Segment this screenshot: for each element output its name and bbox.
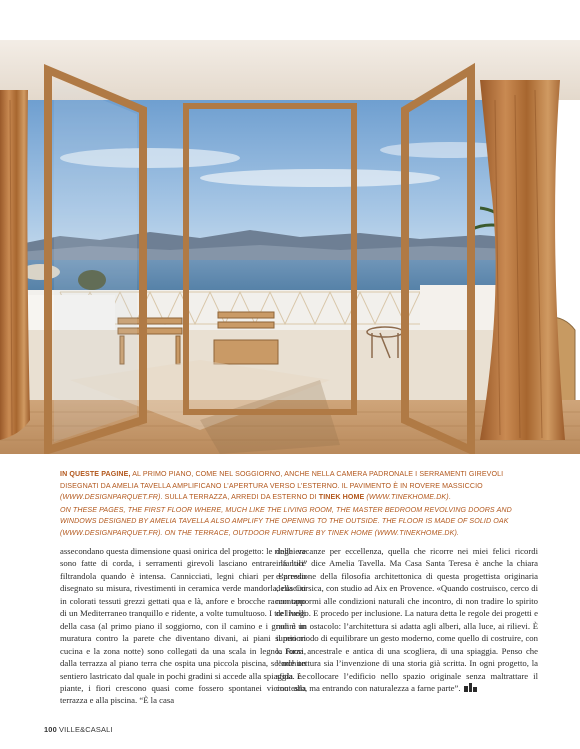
hero-photo (0, 40, 580, 454)
end-of-article-icon (464, 683, 477, 692)
caption-italian (60, 469, 522, 504)
caption-it-text-1: AL PRIMO PIANO, COME NEL SOGGIORNO, ANCHE NELLA CAMERA PADRONALE I SERRAMENTI GIREVOLI DISEGNATI DA AMELIA TAVELLA AMPLIFICANO L’APERTURA VERSO L’ESTERNO. IL PAVIMENTO È IN ROVERE MASSICCIO (60, 470, 504, 490)
caption-it-url-2: (WWW.TINEKHOME.DK) (366, 493, 449, 502)
caption-it-text-2: . SULLA TERRAZZA, ARREDI DA ESTERNO DI (160, 493, 319, 502)
caption-it-url-1: (WWW.DESIGNPARQUET.FR) (60, 493, 161, 502)
caption-english: ON THESE PAGES, THE FIRST FLOOR WHERE, MUCH LIKE THE LIVING ROOM, THE MASTER BEDROOM REVOLVING DOORS AND WINDOWS DESIGNED BY AMELIA TAVELLA ALSO AMPLIFY THE OPENING TO THE OUTSIDE. THE FLOOR IS MADE OF SOLID OAK (WWW.DESIGNPARQUET.FR). ON THE TERRACE, OUTDOOR FURNITURE BY TINEK HOME (WWW.TINEKHOME.DK). (60, 505, 512, 537)
body-column-right (276, 545, 538, 694)
photo-caption (60, 469, 522, 540)
caption-it-text-3: . (448, 493, 451, 502)
body-text-right: delle vacanze per eccellenza, quella che ricorre nei miei felici ricordi infantili” dice Amelia Tavella. Ma Casa Santa Teresa è anche la chiara espressione della filosofia architettonica di questa progettista originaria della Corsica, con studio ad Aix en Provence. «Quando costruisco, cerco di non oppormi alle condizioni naturali che incontro, di non tradire lo spirito del luogo. E procedo per inclusione. La natura detta le regole dei progetti e non è un ostacolo: l’architettura si adatta agli alberi, alla luce, ai rilievi. È il mio modo di equilibrare un gesto moderno, come quello di costruire, con la forza ancestrale e antica di una scogliera, di una spiaggia. Penso che l’architettura sia l’invenzione di una storia già scritta. In ogni progetto, la sfida è collocare l’edificio nello spazio originale senza maltrattare il contesto, ma entrando con naturalezza a farne parte”. (276, 546, 538, 693)
page-number: 100 (44, 725, 57, 734)
body-column-left (60, 545, 306, 707)
magazine-name: VILLE&CASALI (58, 725, 113, 734)
body-text-left: assecondano questa dimensione quasi onirica del progetto: le ringhiere sono fatte di corda, i serramenti girevoli lasciano entrare la luce filtrandola quando è intensa. Cannicciati, legni chiari per l’arredo disegnato su misura, rivestimenti in ceramica verde mandorla, cuscini in colorati tessuti grezzi gettati qua e là, anfore e brocche raccontano di un Mediterraneo tranquillo e ridente, a volte tumultuoso. I tre livelli della casa (al primo piano il soggiorno, con il camino e i gradini in muratura contro la parete che diventano divani, ai piani superiori cucina e la zona notte) sono collegati da una scala in legno. Fuori, dalla terrazza al piano terra che ospita una piccola piscina, scende un sentiero lastricato dal quale in pochi gradini si accede alla spiaggia. Le piante, i fiori crescono quasi come fossero spontanei vicino alla terrazza e alla piscina. “È la casa (60, 546, 306, 706)
caption-it-brand: TINEK HOME (318, 493, 365, 502)
caption-highlight: IN QUESTE PAGINE, (60, 470, 131, 478)
page-folio (44, 725, 113, 734)
